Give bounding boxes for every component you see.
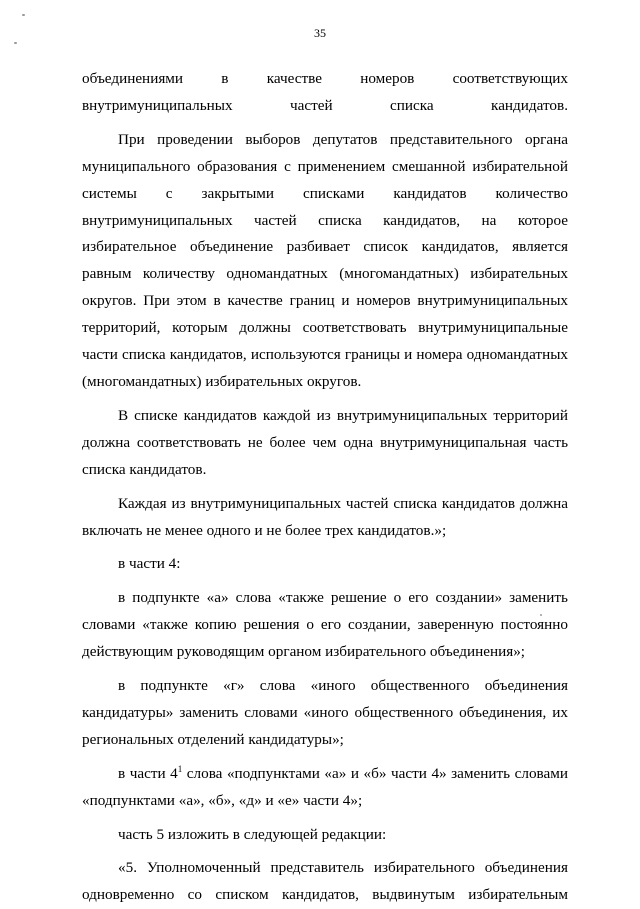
body-text: [82, 66, 568, 909]
page-number: 35: [314, 26, 326, 40]
paragraph: «5. Уполномоченный представитель избирательного объединения одновременно со списком кандидатов, выдвинутым избирательным: [82, 859, 568, 904]
paragraph-text: слова «подпунктами «а» и «б» части 4» заменить словами «подпунктами «а», «б», «д» и «е» части 4»;: [82, 764, 568, 809]
paragraph-text: в части 4: [118, 764, 178, 782]
paragraph: При проведении выборов депутатов представительного органа муниципального образования с применением смешанной избирательной системы с закрытыми списками кандидатов количество внутримуниципальных частей списка кандидатов, на которое избирательное объединение разбивает список кандидатов, является равным количеству одномандатных (многомандатных) избирательных округов. При этом в качестве границ и номеров внутримуниципальных территорий, которым должны соответствовать внутримуниципальные части списка кандидатов, используются границы и номера одномандатных (многомандатных) избирательных округов.: [82, 130, 568, 390]
paragraph: объединениями в качестве номеров соответствующих внутримуниципальных частей списка кандидатов.: [82, 70, 568, 114]
superscript: 1: [177, 763, 183, 774]
scan-speck: [14, 42, 17, 44]
paragraph: В списке кандидатов каждой из внутримуниципальных территорий должна соответствовать не более чем одна внутримуниципальная часть списка кандидатов.: [82, 406, 568, 478]
scan-speck: [22, 14, 25, 16]
paragraph: в подпункте «г» слова «иного общественного объединения кандидатуры» заменить словами «иного общественного объединения, их региональных отделений кандидатуры»;: [82, 677, 568, 748]
paragraph: Каждая из внутримуниципальных частей списка кандидатов должна включать не менее одного и не более трех кандидатов.»;: [82, 494, 568, 539]
paragraph: в части 4:: [118, 555, 181, 573]
paragraph: в подпункте «а» слова «также решение о его создании» заменить словами «также копию решения о его создании, заверенную постоянно действующим руководящим органом избирательного объединения»;: [82, 589, 568, 661]
paragraph: [82, 761, 568, 815]
paragraph: часть 5 изложить в следующей редакции:: [118, 825, 387, 843]
